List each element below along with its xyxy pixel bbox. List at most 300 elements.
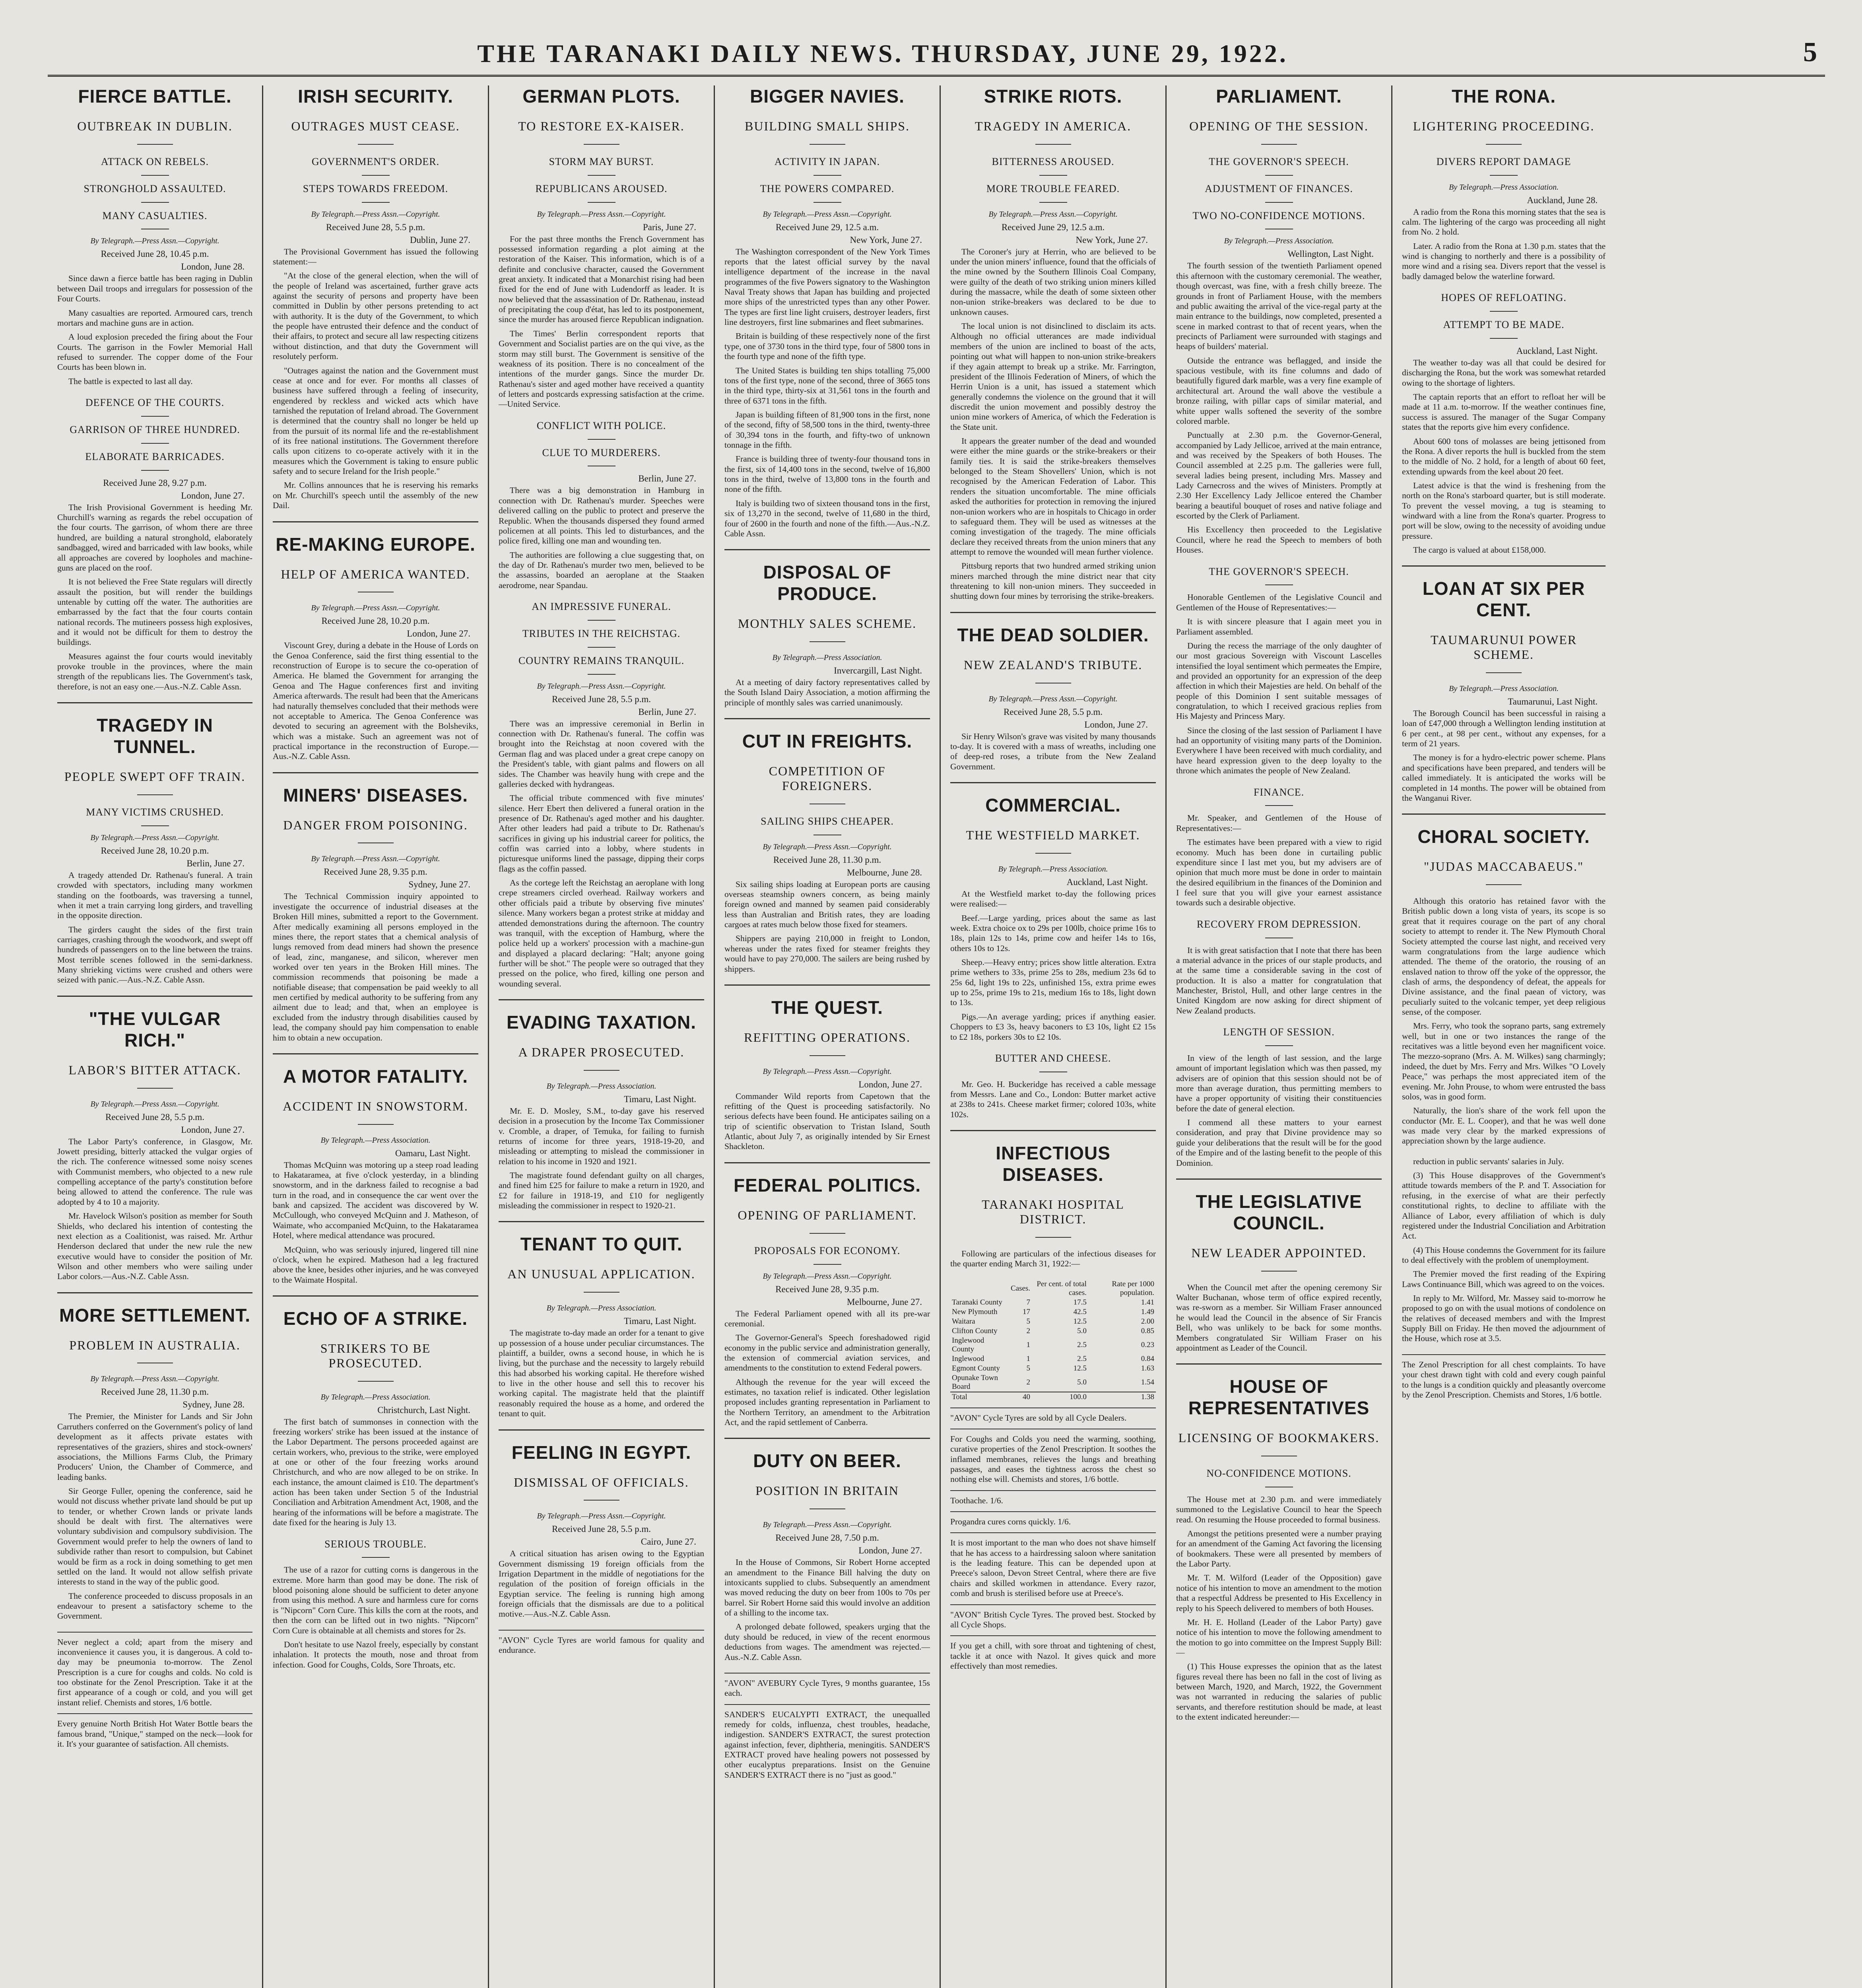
article-headline: INFECTIOUS DISEASES.	[996, 1143, 1111, 1185]
table-cell: Opunake Town Board	[952, 1373, 998, 1391]
article-headline: PARLIAMENT.	[1216, 86, 1342, 107]
article	[950, 612, 1156, 772]
article-subhead: "JUDAS MACCABAEUS."	[1402, 859, 1606, 885]
article-paragraph: A loud explosion preceded the firing about the Four Courts. The garrison in the Fowler Memorial Hall refused to surrender. The copper dome of the Four Courts has been blown in.	[57, 332, 252, 372]
page-number: 5	[1803, 37, 1817, 68]
wire-credit: By Telegraph.—Press Association.	[1224, 237, 1334, 246]
column-7	[1392, 85, 1615, 1988]
article-paragraph: France is building three of twenty-four thousand tons in the first, six of 14,400 tons in the second, twelve of 16,800 tons in the third, twelve of 13,800 tons in the fourth and none of the fifth.	[724, 454, 930, 494]
article-subhead: COMPETITION OF FOREIGNERS.	[724, 764, 930, 804]
table-header-cell	[950, 1279, 1009, 1298]
article-paragraph: I commend all these matters to your earnest consideration, and pray that Divine providence may so guide your deliberations that the result will be for the good of the Empire and of the lasting benefit to the people of this Dominion.	[1176, 1118, 1382, 1168]
article-subhead: LICENSING OF BOOKMAKERS.	[1176, 1431, 1382, 1456]
dateline: Melbourne, June 28.	[847, 867, 922, 878]
article	[499, 85, 704, 410]
article-headline: "THE VULGAR RICH."	[89, 1008, 221, 1050]
dateline: Sydney, June 28.	[183, 1400, 245, 1410]
article-headline: IRISH SECURITY.	[298, 86, 453, 107]
article-paragraph: It is with sincere pleasure that I again meet you in Parliament assembled.	[1176, 617, 1382, 637]
article-paragraph: (3) This House disapproves of the Government's attitude towards members of the P. and T. Association for refusing, in the exercise of what are their perfectly constitutional rights, to decline to affiliate with the Alliance of Labor, every affiliation of which is duly registered under the Industrial Conciliation and Arbitration Act.	[1402, 1171, 1606, 1241]
article-paragraph: In reply to Mr. Wilford, Mr. Massey said to-morrow he proposed to go on with the usual motions of condolence on the relatives of deceased members and with the Imprest Supply Bill on Friday. He then moved the adjournment of the House, which rose at 3.5.	[1402, 1293, 1606, 1343]
article-paragraph: The Premier, the Minister for Lands and Sir John Carruthers conferred on the Government's policy of land development as it affects private estates with representatives of the graziers, shires and stock-owners' associations, the Millions Farms Club, the Primary Producers' Union, the Chamber of Commerce, and leading banks.	[57, 1411, 252, 1482]
advertisement: "AVON" Cycle Tyres are sold by all Cycle Dealers.	[950, 1408, 1156, 1423]
article-paragraph: Mr. T. M. Wilford (Leader of the Opposition) gave notice of his intention to move an amendment to the motion that a respectful Address be presented to His Excellency in reply to his Speech delivered to members of both Houses.	[1176, 1573, 1382, 1613]
article	[1402, 85, 1606, 282]
article-paragraph: About 600 tons of molasses are being jettisoned from the Rona. A diver reports the hull is buckled from the stem to the middle of No. 2 hold, for a length of about 60 feet, extending upwards from the keel about 20 feet.	[1402, 436, 1606, 476]
article-paragraph: For the past three months the French Government has possessed information regarding a plot aiming at the restoration of the Kaiser. This information, which is of a definite and conclusive character, caused the Government great anxiety. It indicated that a Monarchist rising had been fixed for the end of June with Ludendorff as leader. It is now believed that the assassination of Dr. Rathenau, instead of precipitating the coup d'état, has led to its postponement, since the murder has aroused fierce Republican indignation.	[499, 234, 704, 324]
article-subhead: COUNTRY REMAINS TRANQUIL.	[499, 655, 704, 675]
article-paragraph: Don't hesitate to use Nazol freely, especially by constant inhalation. It protects the mouth, nose and throat from infection. Good for Coughs, Colds, Sore Throats, etc.	[273, 1639, 478, 1670]
article-headline: MINERS' DISEASES.	[283, 784, 468, 806]
table-row	[950, 1298, 1156, 1307]
article-paragraph: The Labor Party's conference, in Glasgow, Mr. Jowett presiding, bitterly attacked the vulgar orgies of the rich. The conference witnessed some noisy scenes with Communist members, who objected to a new rule compelling acceptance of the party's constitution before being allowed to attend the conference. The rule was adopted by 4 to 10 a majority.	[57, 1136, 252, 1207]
table-header-cell: Cases.	[1010, 1284, 1031, 1293]
dateline: Oamaru, Last Night.	[395, 1148, 470, 1158]
article-paragraph: The authorities are following a clue suggesting that, on the day of Dr. Rathenau's murder two men, believed to be the assassins, boarded an aeroplane at the Staaken aerodrome, near Spandau.	[499, 550, 704, 590]
wire-credit: By Telegraph.—Press Assn.—Copyright.	[311, 210, 440, 219]
article	[950, 782, 1156, 1042]
wire-credit: By Telegraph.—Press Association.	[546, 1304, 656, 1313]
article	[1402, 292, 1606, 555]
received-time: Received June 28, 5.5 p.m.	[105, 1112, 205, 1122]
table-cell: 0.85	[1141, 1326, 1154, 1335]
article-paragraph: The use of a razor for cutting corns is dangerous in the extreme. More harm than good may be done. The risk of blood poisoning alone should be sufficient to deter anyone from using this method. A sure and harmless cure for corns is "Nipcorn" Corn Cure. This kills the corn at the roots, and then the corn can be lifted out in two nights. "Nipcorn" Corn Cure is obtainable at all chemists and stores for 2s.	[273, 1565, 478, 1635]
article-paragraph: During the recess the marriage of the only daughter of our most gracious Sovereign with Viscount Lascelles intensified the loyal sentiment which permeates the Empire, and provided an opportunity for an expression of the deep affection in which their Majesties are held. On behalf of the people of this Dominion I sent suitable messages of congratulation, to which I received gracious replies from His Majesty and Princess Mary.	[1176, 641, 1382, 721]
wire-credit: By Telegraph.—Press Assn.—Copyright.	[90, 1375, 219, 1384]
dateline: London, June 27.	[181, 1124, 245, 1135]
article-paragraph: His Excellency then proceeded to the Legislative Council, where he read the Speech to members of both Houses.	[1176, 525, 1382, 555]
article-subhead: BITTERNESS AROUSED.	[950, 156, 1156, 176]
table-cell: Taranaki County	[952, 1298, 1002, 1307]
article-paragraph: The Provisional Government has issued the following statement:—	[273, 247, 478, 266]
article-paragraph: The official tribute commenced with five minutes' silence. Herr Ebert then delivered a funeral oration in the presence of Dr. Rathenau's aged mother and his daughter. After other leaders had paid a tribute to Dr. Rathenau's sacrifices in giving up his industrial career for politics, the coffin was carried into a lobby, where students in picturesque uniforms lined the passage, dipping their corps flags as the coffin passed.	[499, 793, 704, 874]
article	[950, 85, 1156, 602]
article-paragraph: The first batch of summonses in connection with the freezing workers' strike has been issued at the instance of the Labor Department. The persons proceeded against are certain workers, who, previous to the strike, were employed at one or other of the four freezing works around Christchurch, and who are now alleged to be on strike. In each instance, the amount claimed is £10. The department's action has been taken under Section 5 of the Industrial Conciliation and Arbitration Amendment Act, 1908, and the hearing of the informations will be before a magistrate. The date fixed for the hearing is July 13.	[273, 1417, 478, 1528]
table-cell: 2	[1026, 1326, 1031, 1335]
article	[724, 85, 930, 539]
wire-credit: By Telegraph.—Press Assn.—Copyright.	[90, 1099, 219, 1109]
article	[1176, 1178, 1382, 1353]
article-paragraph: The estimates have been prepared with a view to rigid economy. Much has been done in curtailing public expenditure since I last met you, but my advisers are of opinion that much more must be done in order to maintain the desired equilibrium in the finances of the Dominion and I feel sure that you will give your earnest assistance towards such a desirable objective.	[1176, 837, 1382, 908]
dateline: New York, June 27.	[850, 235, 922, 245]
article-paragraph: Beef.—Large yarding, prices about the same as last week. Extra choice ox to 29s per 100lb, choice prime 16s to 18s, plain 12s to 14s, prime cow and heifer 14s to 16s, others 10s to 12s.	[950, 913, 1156, 953]
article-paragraph: A prolonged debate followed, speakers urging that the duty should be reduced, in view of the recent enormous deductions from wages. The amendment was rejected.—Aus.-N.Z. Cable Assn.	[724, 1622, 930, 1662]
article-paragraph: When the Council met after the opening ceremony Sir Walter Buchanan, whose term of office expired recently, was re-sworn as a member. Sir William Fraser announced he would lead the Council in the absence of Sir Francis Bell, who was unlikely to be back for some months. Members congratulated Sir William Fraser on his appointment as Leader of the Council.	[1176, 1282, 1382, 1353]
article	[273, 1053, 478, 1285]
received-time: Received June 28, 9.35 p.m.	[775, 1284, 879, 1294]
article-subhead: HELP OF AMERICA WANTED.	[273, 567, 478, 593]
article-subhead: LIGHTERING PROCEEDING.	[1402, 119, 1606, 145]
table-cell: Inglewood	[952, 1354, 984, 1363]
article-paragraph: reduction in public servants' salaries in July.	[1413, 1156, 1564, 1166]
table-header-row	[950, 1279, 1156, 1298]
dateline: Timaru, Last Night.	[624, 1094, 696, 1104]
table-row	[950, 1317, 1156, 1326]
article-paragraph: Mr. Havelock Wilson's position as member for South Shields, who declared his intention of contesting the next election as a Coalitionist, was raised. Mr. Arthur Henderson declared that under the new rule the new executive would have to consider the position of Mr. Wilson and other members who were sailing under Labor colors.—Aus.-N.Z. Cable Assn.	[57, 1211, 252, 1281]
column-5	[941, 85, 1167, 1988]
article-subhead: NO-CONFIDENCE MOTIONS.	[1176, 1468, 1382, 1487]
article-headline: THE RONA.	[1452, 86, 1556, 107]
wire-credit: By Telegraph.—Press Assn.—Copyright.	[537, 210, 666, 219]
advertisement: For Coughs and Colds you need the warming, soothing, curative properties of the Zenol Prescription. It soothes the inflamed membranes, relieves the lungs and breathing passages, and eases the tightness across the chest so nothing else will. Chemists and stores, 1/6 bottle.	[950, 1429, 1156, 1485]
article-headline: EVADING TAXATION.	[507, 1012, 696, 1033]
table-cell: 5	[1026, 1317, 1031, 1326]
table-header-cell: Per cent. of total cases.	[1037, 1279, 1087, 1297]
article	[724, 718, 930, 974]
article-subhead: MONTHLY SALES SCHEME.	[724, 616, 930, 642]
article	[499, 999, 704, 1211]
article-subhead: RECOVERY FROM DEPRESSION.	[1176, 918, 1382, 938]
article-subhead: SERIOUS TROUBLE.	[273, 1538, 478, 1558]
article-paragraph: Punctually at 2.30 p.m. the Governor-General, accompanied by Lady Jellicoe, arrived at the main entrance, and was received by the Speakers of both Houses. The Council assembled at 2.25 p.m. The galleries were full, several ladies being present, including Mrs. Massey and Lady Carnecross and the wives of Ministers. Promptly at 2.30 Her Excellency Lady Jellicoe entered the Chamber bearing a beautiful bouquet of roses and native foliage and escorted by the Clerk of Parliament.	[1176, 430, 1382, 521]
article-subhead: DEFENCE OF THE COURTS.	[57, 397, 252, 417]
table-cell: 2.00	[1141, 1317, 1154, 1326]
wire-credit: By Telegraph.—Press Assn.—Copyright.	[90, 833, 219, 842]
article-paragraph: The cargo is valued at about £158,000.	[1413, 545, 1546, 555]
article-subhead: NEW ZEALAND'S TRIBUTE.	[950, 658, 1156, 683]
column-1	[48, 85, 263, 1988]
article-paragraph: The Premier moved the first reading of the Expiring Laws Continuance Bill, which was agreed to on the voices.	[1402, 1269, 1606, 1289]
wire-credit: By Telegraph.—Press Association.	[1449, 182, 1559, 192]
table-cell: 0.84	[1141, 1354, 1154, 1363]
article-subhead: DISMISSAL OF OFFICIALS.	[499, 1475, 704, 1501]
article-headline: COMMERCIAL.	[985, 795, 1121, 816]
dateline: London, June 27.	[858, 1079, 922, 1089]
wire-credit: By Telegraph.—Press Assn.—Copyright.	[763, 210, 892, 219]
article	[273, 1538, 478, 1670]
article-paragraph: In the House of Commons, Sir Robert Horne accepted an amendment to the Finance Bill halving the duty on intoxicants supplied to clubs. Subsequently an amendment was moved reducing the duty on beer from 100s to 70s per barrel. Sir Robert Horne said this would involve an addition of a shilling to the income tax.	[724, 1557, 930, 1618]
article-subhead: AN IMPRESSIVE FUNERAL.	[499, 601, 704, 621]
advertisement: Toothache. 1/6.	[950, 1490, 1156, 1506]
article-paragraph: Thomas McQuinn was motoring up a steep road leading to Hakataramea, at five o'clock yesterday, in a blinding snowstorm, and in the darkness failed to recognise a bad turn in the road, and in consequence the car went over the bank and capsized. The accident was discovered by W. McCullough, who conveyed McQuinn and J. Matheson, of Waimate, who accompanied McQuinn, to the Hakataramea Hotel, where medical attendance was procured.	[273, 1160, 478, 1241]
article	[1176, 918, 1382, 1016]
article-headline: STRIKE RIOTS.	[984, 86, 1122, 107]
article-paragraph: Sheep.—Heavy entry; prices show little alteration. Extra prime wethers to 33s, prime 25s to 28s, medium 23s 6d to 25s 6d, light 19s to 22s, unfinished 15s, extra prime ewes up to 25s, prime 19s to 21s, medium 16s to 18s, light down to 13s.	[950, 957, 1156, 1008]
table-cell: 1.49	[1141, 1307, 1154, 1316]
table-row	[950, 1307, 1156, 1317]
article-paragraph: There was a big demonstration in Hamburg in connection with Dr. Rathenau's murder. Speeches were delivered calling on the public to protect and preserve the Republic. When the thousands dispersed they found armed policemen at all points. This led to disturbances, and the police fired, killing one man and wounding ten.	[499, 485, 704, 546]
article-paragraph: Outside the entrance was beflagged, and inside the spacious vestibule, with its fine columns and dado of beautifully figured dark marble, was a very fine example of architectural art. Around the wall above the vestibule a bronze railing, with pillar caps of similar material, and white upper walls softened the severity of the sombre colored marble.	[1176, 355, 1382, 426]
received-time: Received June 28, 11.30 p.m.	[773, 854, 881, 865]
table-cell: 1.41	[1141, 1298, 1154, 1307]
article-subhead: ATTACK ON REBELS.	[57, 156, 252, 176]
article-subhead: ATTEMPT TO BE MADE.	[1402, 319, 1606, 339]
article-subhead: STORM MAY BURST.	[499, 156, 704, 176]
article-subhead: PROPOSALS FOR ECONOMY.	[724, 1245, 930, 1265]
wire-credit: By Telegraph.—Press Association.	[320, 1392, 431, 1402]
wire-credit: By Telegraph.—Press Assn.—Copyright.	[537, 1512, 666, 1521]
article-headline: THE QUEST.	[771, 997, 883, 1018]
wire-credit: By Telegraph.—Press Assn.—Copyright.	[537, 681, 666, 691]
article-paragraph: Italy is building two of sixteen thousand tons in the first, six of 13,270 in the second, twelve of 11,680 in the third, four of 2600 in the fourth and none of the fifth.—Aus.-N.Z. Cable Assn.	[724, 498, 930, 538]
article-subhead: CLUE TO MURDERERS.	[499, 447, 704, 467]
table-cell: 12.5	[1073, 1317, 1087, 1326]
article-headline: CHORAL SOCIETY.	[1417, 826, 1590, 847]
column-2	[263, 85, 489, 1988]
article-subhead: TRAGEDY IN AMERICA.	[950, 119, 1156, 145]
table-cell: 0.23	[1141, 1340, 1154, 1349]
table-cell: 40	[1009, 1392, 1032, 1402]
wire-credit: By Telegraph.—Press Assn.—Copyright.	[311, 604, 440, 613]
dateline: Melbourne, June 27.	[847, 1297, 922, 1307]
wire-credit: By Telegraph.—Press Assn.—Copyright.	[763, 1272, 892, 1281]
wire-credit: By Telegraph.—Press Association.	[320, 1136, 431, 1145]
table-cell: 12.5	[1073, 1364, 1087, 1373]
table-cell: 5.0	[1077, 1378, 1087, 1386]
article-subhead: ACTIVITY IN JAPAN.	[724, 156, 930, 176]
wire-credit: By Telegraph.—Press Assn.—Copyright.	[763, 842, 892, 851]
table-cell: 5	[1026, 1364, 1031, 1373]
received-time: Received June 28, 9.27 p.m.	[103, 478, 207, 488]
article-paragraph: Later. A radio from the Rona at 1.30 p.m. states that the wind is changing to northerly and there is a possibility of more wind and a rising sea. Divers report that the vessel is badly damaged below the waterline forward.	[1402, 241, 1606, 281]
masthead	[48, 35, 1825, 77]
dateline: Paris, June 27.	[643, 222, 696, 232]
table-row	[950, 1354, 1156, 1364]
received-time: Received June 28, 10.45 p.m.	[101, 249, 209, 259]
article-paragraph: The magistrate to-day made an order for a tenant to give up possession of a house under peculiar circumstances. The plaintiff, a builder, owns a second house, in which he is living, but the purchase and the necessity to largely rebuild this had absorbed his working capital. He therefore wished to live in the other house and sell this to recover his working capital. The magistrate held that the plaintiff reasonably required the house as a home, and ordered the tenant to quit.	[499, 1328, 704, 1419]
article-paragraph: It appears the greater number of the dead and wounded were either the mine guards or the strike-breakers or their family ties. It is said the strike-breakers themselves belonged to the Steam Shovellers' Union, which is not recognised by the American Federation of Labor. This renders the situation uncomfortable. The mine officials asked the authorities for protection in removing the injured non-union workers who are in hospitals to Chicago in order to safeguard them. They will be used as witnesses at the coming investigation of the tragedy. The mine officials declare they received threats from the union miners that any attempt to remove the wounded will mean further violence.	[950, 436, 1156, 557]
wire-credit: By Telegraph.—Press Association.	[1449, 684, 1559, 693]
article	[950, 1130, 1156, 1269]
article-subhead: OUTBREAK IN DUBLIN.	[57, 119, 252, 145]
table-cell: 1	[1026, 1340, 1031, 1349]
dateline: Invercargill, Last Night.	[834, 666, 922, 676]
article-paragraph: Sir Henry Wilson's grave was visited by many thousands to-day. It is covered with a mass of wreaths, including one of deep-red roses, a tribute from the New Zealand Government.	[950, 731, 1156, 771]
article	[724, 984, 930, 1152]
article	[1402, 565, 1606, 803]
article-paragraph: A tragedy attended Dr. Rathenau's funeral. A train crowded with spectators, including many workmen standing on the footboards, was traversing a tunnel, when it met a train carrying long girders, and travelling in the opposite direction.	[57, 870, 252, 920]
article-subhead: GOVERNMENT'S ORDER.	[273, 156, 478, 176]
advertisement: Never neglect a cold; apart from the misery and inconvenience it causes you, it is dangerous. A cold to-day may be pneumonia to-morrow. The Zenol Prescription is a cure for coughs and colds. No cold is too obstinate for the Zenol Prescription. Take it at the first appearance of a cough or cold, and you will get instant relief. Chemists and stores, 1/6 bottle.	[57, 1632, 252, 1708]
article-paragraph: The Borough Council has been successful in raising a loan of £47,000 through a Wellington lending institution at 6 per cent., at 98 per cent., without any expenses, for a term of 21 years.	[1402, 709, 1606, 749]
article-subhead: THE POWERS COMPARED.	[724, 183, 930, 203]
dateline: Berlin, June 27.	[638, 707, 696, 717]
table-cell: 1.54	[1141, 1378, 1154, 1386]
article-paragraph: McQuinn, who was seriously injured, lingered till nine o'clock, when he expired. Matheson had a leg fractured above the knee, besides other injuries, and he was conveyed to the Waimate Hospital.	[273, 1244, 478, 1285]
article-headline: THE DEAD SOLDIER.	[957, 624, 1149, 645]
article-paragraph: The Times' Berlin correspondent reports that Government and Socialist parties are on the qui vive, as the storm may still burst. The Government is sensitive of the weakness of its position. There is no concealment of the intentions of the murder gangs. Since the murder Dr. Rathenau's sister and aged mother have received a quantity of letters and postcards expressing satisfaction at the crime.—United Service.	[499, 328, 704, 409]
article	[724, 1438, 930, 1662]
article-subhead: MANY VICTIMS CRUSHED.	[57, 806, 252, 826]
article-subhead: OPENING OF THE SESSION.	[1176, 119, 1382, 145]
article-paragraph: A critical situation has arisen owing to the Egyptian Government dismissing 19 foreign officials from the Irrigation Department in the middle of negotiations for the regulation of the position of foreign officials in the Egyptian service. The feeling is running high among foreign officials that the dismissals are due to a political motive.—Aus.-N.Z. Cable Assn.	[499, 1549, 704, 1619]
article-paragraph: Many casualties are reported. Armoured cars, trench mortars and machine guns are in action.	[57, 308, 252, 328]
article-paragraph: Britain is building of these respectively none of the first type, one of 3730 tons in the third type, four of 5800 tons in the fourth type and none of the fifth type.	[724, 331, 930, 361]
article-subhead: DIVERS REPORT DAMAGE	[1402, 156, 1606, 176]
article-paragraph: Mr. E. D. Mosley, S.M., to-day gave his reserved decision in a prosecution by the Income Tax Commissioner v. Cromble, a draper, of Temuka, for failing to furnish returns of income for three years, 1918-19-20, and misleading or attempting to mislead the commissioner in relation to his income in 1920 and 1921.	[499, 1106, 704, 1166]
article-headline: A MOTOR FATALITY.	[283, 1066, 468, 1087]
article-paragraph: Six sailing ships loading at European ports are causing overseas steamship owners concern, as being mainly foreign owned and manned by seamen paid considerably less than Australian and British rates, they are loading cargoes at rates much below those fixed for steamers.	[724, 879, 930, 930]
article-paragraph: There was an impressive ceremonial in Berlin in connection with Dr. Rathenau's funeral. The coffin was brought into the Reichstag at noon covered with the German flag and was placed under a great crepe canopy on the President's table, with giant palms and flowers on all sides. The Chamber was heavily hung with crepe and the galleries decked with hydrangeas.	[499, 718, 704, 789]
article-paragraph: The money is for a hydro-electric power scheme. Plans and specifications have been prepared, and tenders will be called immediately. It is anticipated the works will be completed in 14 months. The power will be obtained from the Wanganui River.	[1402, 753, 1606, 803]
article-paragraph: At the Westfield market to-day the following prices were realised:—	[950, 889, 1156, 909]
article-subhead: GARRISON OF THREE HUNDRED.	[57, 424, 252, 444]
article	[499, 1429, 704, 1619]
article-headline: MORE SETTLEMENT.	[59, 1305, 251, 1326]
article-subhead: MANY CASUALTIES.	[57, 210, 252, 230]
table-cell: 42.5	[1073, 1307, 1087, 1316]
article-paragraph: The Irish Provisional Government is heeding Mr. Churchill's warning as regards the rebel occupation of the four courts. The garrison, of whom there are three hundred, are building a natural stronghold, elaborately sandbagged, wired and barricaded with law books, while all approaches are covered by loopholes and machine-guns are placed on the roof.	[57, 502, 252, 573]
column-3	[489, 85, 715, 1988]
article-paragraph: Japan is building fifteen of 81,900 tons in the first, none of the second, fifty of 58,500 tons in the third, twenty-three of 30,394 tons in the fourth, and fifty-two of unknown tonnage in the fifth.	[724, 410, 930, 450]
article	[57, 996, 252, 1282]
received-time: Received June 28, 5.5 p.m.	[326, 222, 425, 232]
article-subhead: SAILING SHIPS CHEAPER.	[724, 815, 930, 835]
advertisement: SANDER'S EUCALYPTI EXTRACT, the unequalled remedy for colds, influenza, chest troubles, headache, indigestion. SANDER'S EXTRACT, the surest protection against infection, fever, diphtheria, meningitis. SANDER'S EXTRACT proved have healing powers not possessed by other eucalyptus preparations. Insist on the Genuine SANDER'S EXTRACT there is no "just as good."	[724, 1704, 930, 1780]
table-cell: 17	[1023, 1307, 1031, 1316]
table-cell: Egmont County	[952, 1364, 1000, 1373]
article	[1176, 786, 1382, 908]
dateline: Wellington, Last Night.	[1287, 249, 1374, 259]
article-headline: TENANT TO QUIT.	[520, 1234, 683, 1255]
article	[1402, 813, 1606, 1146]
advertisement: The Zenol Prescription for all chest complaints. To have your chest drawn tight with cold and every cough painful to the lungs is a condition quickly and pleasantly overcome by the Zenol Prescription. Chemists and Stores, 1/6 bottle.	[1402, 1354, 1606, 1400]
article-subhead: TO RESTORE EX-KAISER.	[499, 119, 704, 145]
article-paragraph: (1) This House expresses the opinion that as the latest figures reveal there has been no fall in the cost of living as between March, 1920, and March, 1922, the Government was not warranted in reducing the salaries of public servants, and therefore restitution should be made, at least to the extent indicated hereunder:—	[1176, 1662, 1382, 1722]
received-time: Received June 29, 12.5 a.m.	[1001, 222, 1105, 232]
table-row	[950, 1373, 1156, 1392]
article-subhead: STEPS TOWARDS FREEDOM.	[273, 183, 478, 203]
article-paragraph: Honorable Gentlemen of the Legislative Council and Gentlemen of the House of Representatives:—	[1176, 592, 1382, 612]
table-cell: Waitara	[952, 1317, 975, 1326]
article	[273, 85, 478, 511]
article-subhead: BUTTER AND CHEESE.	[950, 1052, 1156, 1072]
dateline: Auckland, June 28.	[1527, 195, 1598, 205]
article	[273, 1295, 478, 1528]
article-paragraph: Mr. Geo. H. Buckeridge has received a cable message from Messrs. Lane and Co., London: Butter market active at 238s to 241s. Cheese market firmer; colored 103s, white 102s.	[950, 1079, 1156, 1119]
article-headline: LOAN AT SIX PER CENT.	[1422, 578, 1585, 621]
article-subhead: PROBLEM IN AUSTRALIA.	[57, 1338, 252, 1364]
dateline: London, June 27.	[1084, 719, 1148, 730]
article	[1176, 566, 1382, 776]
advertisement: Every genuine North British Hot Water Bottle bears the famous brand, "Unique," stamped on the neck—look for it. It's your guarantee of satisfaction. All chemists.	[57, 1713, 252, 1749]
table-cell: Total	[950, 1392, 1009, 1402]
table-cell: Clifton County	[952, 1326, 998, 1335]
article-paragraph: Shippers are paying 210,000 in freight to London, whereas under the rates fixed for steamer freights they would have to pay 270,000. The sailers are being rushed by shippers.	[724, 934, 930, 974]
article-paragraph: Pigs.—An average yarding; prices if anything easier. Choppers to £3 3s, heavy baconers to £3 10s, light £2 15s to £2 18s, porkers 30s to £2 10s.	[950, 1011, 1156, 1042]
article-paragraph: The Governor-General's Speech foreshadowed rigid economy in the public service and administration generally, the extension of commercial aviation services, and amendments to the constitution to extend Federal powers.	[724, 1333, 930, 1373]
dateline: Auckland, Last Night.	[1516, 346, 1598, 356]
article-paragraph: The Federal Parliament opened with all its pre-war ceremonial.	[724, 1309, 930, 1328]
dateline: London, June 27.	[407, 629, 470, 639]
article-subhead: NEW LEADER APPOINTED.	[1176, 1246, 1382, 1272]
table-cell: 1.63	[1141, 1364, 1154, 1373]
article-subhead: TWO NO-CONFIDENCE MOTIONS.	[1176, 210, 1382, 230]
article	[57, 702, 252, 985]
received-time: Received June 28, 5.5 p.m.	[1003, 707, 1103, 717]
wire-credit: By Telegraph.—Press Assn.—Copyright.	[311, 854, 440, 864]
article-paragraph: The girders caught the sides of the first train carriages, crashing through the woodwork, and swept off hundreds of passengers on to the line between the trains. Most terrible scenes followed in the semi-darkness. Many shrieking victims were crushed and others were seized with panic.—Aus.-N.Z. Cable Assn.	[57, 924, 252, 985]
article-subhead: MORE TROUBLE FEARED.	[950, 183, 1156, 203]
dateline: Sydney, June 27.	[408, 879, 470, 890]
wire-credit: By Telegraph.—Press Association.	[998, 864, 1108, 874]
masthead-title: THE TARANAKI DAILY NEWS. THURSDAY, JUNE 29, 1922.	[477, 39, 1288, 68]
article-paragraph: Mr. H. E. Holland (Leader of the Labor Party) gave notice of his intention to move the following amendment to the motion to go into committee on the Imprest Supply Bill:—	[1176, 1617, 1382, 1657]
advertisement: Progandra cures corns quickly. 1/6.	[950, 1511, 1156, 1527]
table-row	[950, 1364, 1156, 1373]
article-subhead: POSITION IN BRITAIN	[724, 1483, 930, 1509]
article-paragraph: "At the close of the general election, when the will of the people of Ireland was ascertained, further grave acts against the security of persons and property have been committed in Dublin by other persons pretending to act with authority. It is the duty of the Government, to which the people have entrusted their defence and the conduct of their affairs, to protect and secure all law respecting citizens without distinction, and that duty the Government will resolutely perform.	[273, 271, 478, 361]
article-headline: ECHO OF A STRIKE.	[283, 1308, 468, 1329]
article-paragraph: Following are particulars of the infectious diseases for the quarter ending March 31, 1922:—	[950, 1248, 1156, 1269]
article	[499, 601, 704, 989]
received-time: Received June 28, 5.5 p.m.	[551, 694, 651, 704]
article-headline: DUTY ON BEER.	[753, 1450, 901, 1472]
article-paragraph: Although this oratorio has retained favor with the British public down a long vista of years, its scope is so great that it requires courage on the part of any choral society to attempt to render it. The New Plymouth Choral Society attempted the course last night, and received very warm congratulations from the large audience which attended. The theme of the oratorio, the rousing of an enslaved nation to throw off the yoke of the oppressor, the clash of arms, the despondency of defeat, the appeals for Divine assistance, and the final paean of victory, was peculiarly suited to the volcanic temper, yet deep religious sense, of the composer.	[1402, 896, 1606, 1017]
article-subhead: CONFLICT WITH POLICE.	[499, 420, 704, 440]
article-subhead: OUTRAGES MUST CEASE.	[273, 119, 478, 145]
article-subhead: THE WESTFIELD MARKET.	[950, 828, 1156, 854]
article	[1176, 85, 1382, 555]
table-cell: New Plymouth	[952, 1307, 998, 1316]
column-4	[715, 85, 941, 1988]
table-cell: 1.38	[1088, 1392, 1156, 1402]
article	[273, 772, 478, 1043]
column-6	[1167, 85, 1392, 1988]
article-subhead: LENGTH OF SESSION.	[1176, 1026, 1382, 1046]
advertisement: If you get a chill, with sore throat and tightening of chest, tackle it at once with Nazol. It gives quick and more effectively than most remedies.	[950, 1635, 1156, 1671]
article-subhead: REPUBLICANS AROUSED.	[499, 183, 704, 203]
article-paragraph: The fourth session of the twentieth Parliament opened this afternoon with the customary ceremonial. The weather, though overcast, was fine, with a fresh chilly breeze. The grounds in front of Parliament House, with the members and public awaiting the arrival of the vice-regal party at the main entrance to the buildings, now completed, presented a scene in marked contrast to that of recent years, when the precincts of Parliament were surrounded with stagings and heaps of builders' material.	[1176, 261, 1382, 351]
article-paragraph: Mrs. Ferry, who took the soprano parts, sang extremely well, but in one or two instances the range of the recitatives was a little beyond even her magnificent voice. The mezzo-soprano (Mrs. A. M. Wilkes) sang charmingly; indeed, the duet by Mrs. Ferry and Mrs. Wilkes "O Lovely Peace," was perhaps the most appreciated item of the evening. Mr. John Prouse, to whom were entrusted the bass solos, was in good form.	[1402, 1021, 1606, 1101]
article	[724, 1162, 930, 1428]
article-paragraph: Commander Wild reports from Capetown that the refitting of the Quest is proceeding satisfactorily. No serious defects have been found. He anticipates sailing on a trip of scientific observation to Tristan Island, South Atlantic, about July 7, as originally intended by Sir Ernest Shackleton.	[724, 1091, 930, 1151]
advertisement: "AVON" AVEBURY Cycle Tyres, 9 months guarantee, 15s each.	[724, 1673, 930, 1699]
table-cell: 100.0	[1032, 1392, 1088, 1402]
table-header-cell: Rate per 1000 population.	[1112, 1279, 1154, 1297]
article-paragraph: The House met at 2.30 p.m. and were immediately summoned to the Legislative Council to hear the Speech read. On resuming the House proceeded to formal business.	[1176, 1494, 1382, 1524]
article-paragraph: Mr. Speaker, and Gentlemen of the House of Representatives:—	[1176, 813, 1382, 833]
article	[724, 549, 930, 708]
article-paragraph: Although the revenue for the year will exceed the estimates, no taxation relief is indicated. Other legislation proposed includes granting representation in Parliament to the Northern Territory, an amendment to the Arbitration Act, and the rapid settlement of Canberra.	[724, 1377, 930, 1427]
article	[499, 420, 704, 590]
wire-credit: By Telegraph.—Press Assn.—Copyright.	[90, 237, 219, 246]
article	[499, 1221, 704, 1419]
article-headline: DISPOSAL OF PRODUCE.	[763, 562, 891, 604]
table-cell: 1	[1026, 1354, 1031, 1363]
table-row	[950, 1336, 1156, 1354]
disease-table	[950, 1279, 1156, 1402]
article	[1402, 1157, 1606, 1344]
dateline: Dublin, June 27.	[410, 235, 470, 245]
received-time: Received June 28, 10.20 p.m.	[321, 616, 430, 626]
article	[57, 1292, 252, 1621]
article-subhead: ACCIDENT IN SNOWSTORM.	[273, 1099, 478, 1125]
article-subhead: TARANAKI HOSPITAL DISTRICT.	[950, 1197, 1156, 1238]
article-paragraph: In view of the length of last session, and the large amount of important legislation which was then passed, my advisers are of opinion that this session should not be of more than average duration, thus permitting members to have a proper opportunity of visiting their constituencies before the date of general election.	[1176, 1053, 1382, 1113]
article-headline: BIGGER NAVIES.	[750, 86, 905, 107]
article-subhead: THE GOVERNOR'S SPEECH.	[1176, 566, 1382, 586]
wire-credit: By Telegraph.—Press Assn.—Copyright.	[988, 210, 1118, 219]
article-paragraph: Sir George Fuller, opening the conference, said he would not discuss whether private land should be put up to tender, or whether Crown lands or private lands should be dealt with first. The alternatives were voluntary subdivision and compulsory subdivision. The Government would prefer to help the owners of land to subdivide rather than resort to compulsion, but Cabinet would be firm as a rock in doing something to get men settled on the land. It would not allow selfish private interests to stand in the way of the public good.	[57, 1486, 252, 1587]
dateline: London, June 27.	[858, 1545, 922, 1556]
received-time: Received June 28, 5.5 p.m.	[551, 1524, 651, 1534]
article-paragraph: Viscount Grey, during a debate in the House of Lords on the Genoa Conference, said the first thing essential to the reconstruction of Europe is to secure the co-operation of America. He blamed the Government for arranging the Genoa and The Hague conferences first and inviting America afterwards. The result had been that the Americans had naturally themselves concluded that their methods were not acceptable to America. The Genoa Conference was devoted to securing an agreement with the Bolsheviks, which was a mistake. Such an agreement was not of practical importance in the reconstruction of Europe.—Aus.-N.Z. Cable Assn.	[273, 641, 478, 761]
article-paragraph: It is not believed the Free State regulars will directly assault the position, but will render the buildings untenable by cutting off the water. The authorities are embarrassed by the fact that the four courts contain national records. The mutineers possess high explosives, and it would not be difficult for them to destroy the buildings.	[57, 577, 252, 647]
article-subhead: A DRAPER PROSECUTED.	[499, 1045, 704, 1071]
article-paragraph: The Technical Commission inquiry appointed to investigate the occurrence of industrial diseases at the Broken Hill mines, submitted a report to the Government. After medically examining all persons employed in the mines there, the report states that a chemical analysis of lungs removed from dead miners had shown the presence of lead, zinc, manganese, and silicon, wherever men worked over ten years in the Broken Hill mines. The commission recommends that poisoning be made a notifiable disease; that compensation be paid weekly to all men certified by medical authority to be suffering from any ailment due to lead; and that, when an employee is excluded from the industry through disabilities caused by lead, the company should pay him compensation to enable him to obtain a new occupation.	[273, 891, 478, 1043]
table-cell: 2	[1026, 1378, 1031, 1386]
table-cell: Inglewood County	[952, 1336, 984, 1353]
dateline: London, June 28.	[181, 262, 245, 272]
article-paragraph: Pittsburg reports that two hundred armed striking union miners marched through the mine district near that city threatening to kill non-union miners. They succeeded in shutting down four mines by terrorising the strike-breakers.	[950, 561, 1156, 601]
article-subhead: ADJUSTMENT OF FINANCES.	[1176, 183, 1382, 203]
article-subhead: LABOR'S BITTER ATTACK.	[57, 1063, 252, 1089]
article-subhead: THE GOVERNOR'S SPEECH.	[1176, 156, 1382, 176]
article-paragraph: The weather to-day was all that could be desired for discharging the Rona, but the work was somewhat retarded owing to the shortage of lighters.	[1402, 357, 1606, 388]
table-cell: 17.5	[1073, 1298, 1087, 1307]
table-cell: 5.0	[1077, 1326, 1087, 1335]
